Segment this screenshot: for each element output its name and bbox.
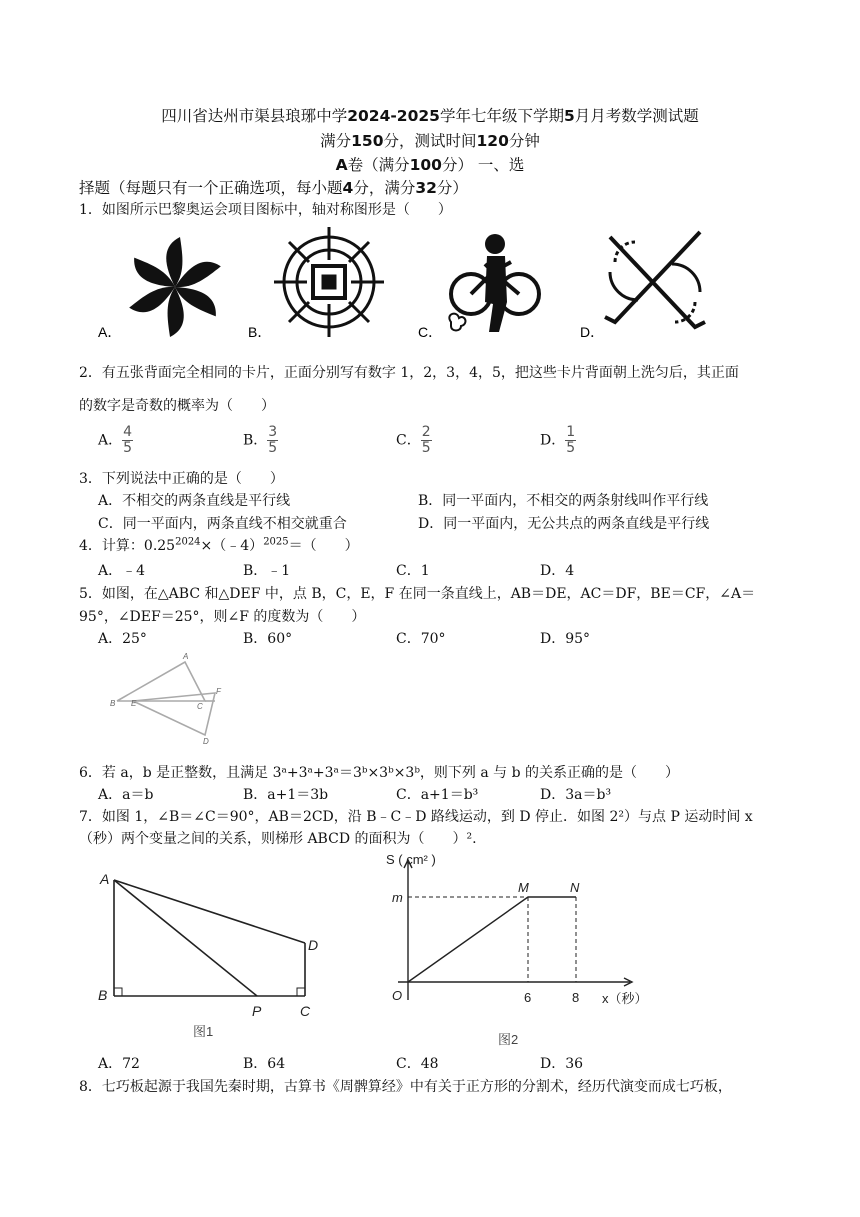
svg-text:N: N	[570, 880, 580, 895]
q3-option-c: C．同一平面内，两条直线不相交就重合	[98, 516, 347, 532]
q1-label-d: D．	[580, 324, 605, 340]
q2-option-d: D． $\frac{1}{5}$	[540, 424, 576, 456]
q1-figures	[90, 225, 790, 345]
svg-text:S ( cm² ): S ( cm² )	[386, 852, 436, 867]
q7-figure-2	[386, 852, 648, 1047]
svg-text:图1: 图1	[193, 1024, 214, 1039]
svg-text:D: D	[203, 737, 209, 746]
q4-stem: 4．计算：$0.25^{2024}\times(﹣4)^{2025}=$（ ）	[79, 536, 359, 554]
hockey-icon	[605, 232, 705, 327]
q7-stem-line2: （秒）两个变量之间的关系，则梯形 ABCD 的面积为（ ）².	[79, 831, 477, 847]
q1-label-a: A．	[98, 324, 122, 340]
pinwheel-icon	[127, 237, 222, 337]
target-icon	[274, 227, 384, 337]
q7-option-c: C．48	[396, 1056, 439, 1072]
q7-figures	[90, 850, 650, 1050]
q5-stem-line1: 5．如图，在△ABC 和△DEF 中，点 B，C，E，F 在同一条直线上，AB＝DE，AC＝DF，BE＝CF，∠A＝	[79, 586, 756, 602]
svg-text:E: E	[131, 699, 137, 708]
q4-option-c: C．1	[396, 563, 430, 579]
q1-stem: 1．如图所示巴黎奥运会项目图标中，轴对称图形是（ ）	[79, 202, 452, 218]
svg-text:图2: 图2	[498, 1032, 519, 1047]
q2-stem-line1: 2．有五张背面完全相同的卡片，正面分别写有数字 1，2，3，4，5，把这些卡片背面朝上洗匀后，其正面	[79, 365, 739, 381]
svg-text:M: M	[518, 880, 529, 895]
svg-text:8: 8	[572, 990, 580, 1005]
section-heading: 择题（每题只有一个正确选项，每小题4分，满分32分）	[79, 179, 468, 197]
q6-stem: 6．若 a，b 是正整数，且满足 3ᵃ+3ᵃ+3ᵃ＝3ᵇ×3ᵇ×3ᵇ，则下列 a 与 b 的关系正确的是（ ）	[79, 765, 680, 781]
svg-text:B: B	[98, 987, 108, 1003]
svg-text:F: F	[216, 687, 221, 696]
q5-option-b: B．60°	[243, 631, 293, 647]
q3-option-d: D．同一平面内，无公共点的两条直线是平行线	[418, 516, 710, 532]
q8-stem: 8．七巧板起源于我国先秦时期，古算书《周髀算经》中有关于正方形的分割术，经历代演变而成七巧板，	[79, 1079, 732, 1095]
q5-stem-line2: 95°，∠DEF＝25°，则∠F 的度数为（ ）	[79, 609, 366, 625]
page-title: 四川省达州市渠县琅琊中学2024-2025学年七年级下学期5月月考数学测试题	[161, 107, 699, 125]
svg-text:m: m	[392, 890, 403, 905]
q4-option-d: D．4	[540, 563, 575, 579]
cyclist-icon	[449, 234, 539, 332]
q2-option-a: A． $\frac{4}{5}$	[98, 424, 133, 456]
q3-option-a: A．不相交的两条直线是平行线	[98, 493, 291, 509]
svg-text:C: C	[197, 702, 203, 711]
q6-option-b: B．a+1＝3b	[243, 787, 329, 803]
q2-option-c: C． $\frac{2}{5}$	[396, 424, 431, 456]
score-info: 满分150分，测试时间120分钟	[320, 132, 540, 150]
svg-text:A: A	[100, 871, 110, 887]
q5-option-c: C．70°	[396, 631, 446, 647]
svg-text:6: 6	[524, 990, 532, 1005]
q1-label-b: B．	[248, 324, 272, 340]
q7-option-b: B．64	[243, 1056, 286, 1072]
svg-text:A: A	[183, 652, 189, 661]
q3-stem: 3．下列说法中正确的是（ ）	[79, 471, 284, 487]
q5-option-d: D．95°	[540, 631, 591, 647]
q7-stem-line1: 7．如图 1，∠B＝∠C＝90°，AB＝2CD，沿 B﹣C﹣D 路线运动，到 D 停止．如图 2²）与点 P 运动时间 x	[79, 809, 753, 825]
q2-option-b: B． $\frac{3}{5}$	[243, 424, 278, 456]
svg-text:C: C	[300, 1003, 311, 1019]
q6-option-a: A．a＝b	[98, 787, 154, 803]
q5-option-a: A．25°	[98, 631, 147, 647]
q5-triangle-figure	[105, 650, 255, 750]
svg-text:D: D	[308, 937, 319, 953]
q6-option-c: C．a+1＝b³	[396, 787, 479, 803]
q7-figure-1	[98, 871, 318, 1039]
q3-option-b: B．同一平面内，不相交的两条射线叫作平行线	[418, 493, 709, 509]
q1-label-c: C．	[418, 324, 443, 340]
volume-heading: A卷（满分100分） 一、选	[335, 156, 525, 174]
svg-text:P: P	[252, 1003, 262, 1019]
q4-option-a: A．﹣4	[98, 563, 146, 579]
q6-option-d: D．3a＝b³	[540, 787, 612, 803]
svg-text:B: B	[110, 699, 116, 708]
svg-text:O: O	[392, 988, 403, 1003]
q7-option-d: D．36	[540, 1056, 584, 1072]
svg-text:x（秒）: x（秒）	[602, 991, 648, 1006]
q7-option-a: A．72	[98, 1056, 140, 1072]
q2-stem-line2: 的数字是奇数的概率为（ ）	[79, 398, 275, 414]
q4-option-b: B．﹣1	[243, 563, 291, 579]
